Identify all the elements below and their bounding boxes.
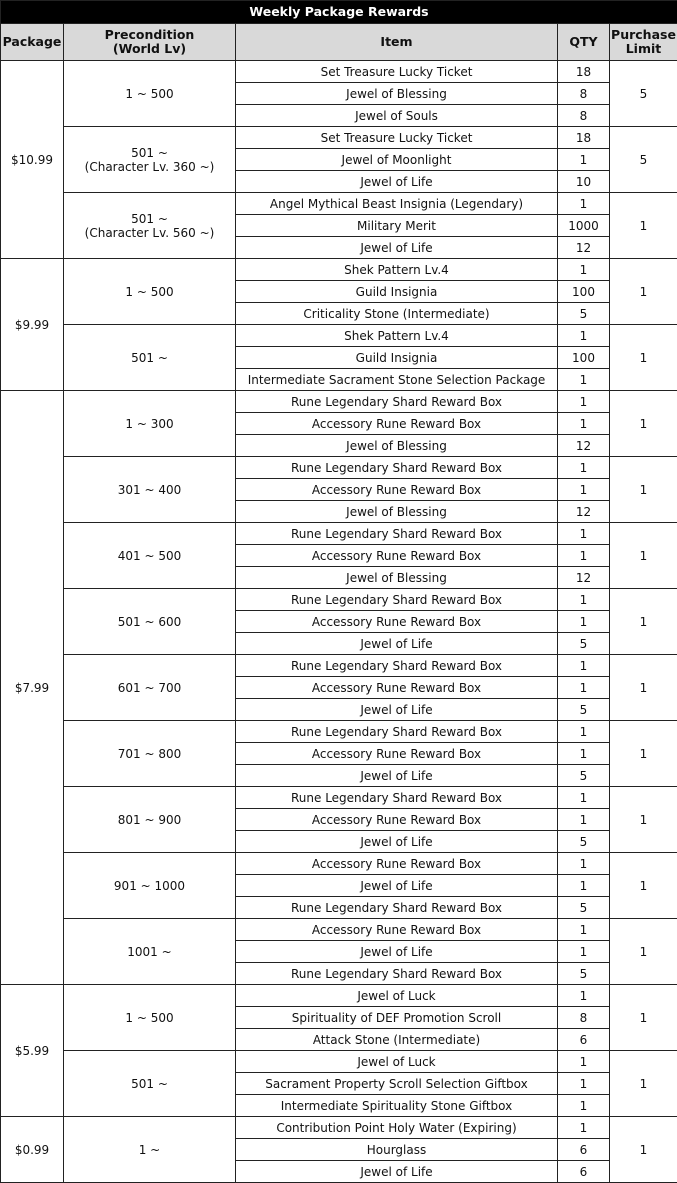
item-qty: 18 — [558, 61, 610, 83]
purchase-limit: 1 — [610, 721, 677, 787]
precondition-cell: 1 ~ — [64, 1117, 236, 1183]
item-qty: 5 — [558, 303, 610, 325]
item-qty: 1 — [558, 479, 610, 501]
item-qty: 10 — [558, 171, 610, 193]
item-name: Accessory Rune Reward Box — [236, 743, 558, 765]
table-row — [1, 61, 677, 83]
item-name: Jewel of Life — [236, 875, 558, 897]
item-qty: 1 — [558, 545, 610, 567]
item-qty: 1 — [558, 743, 610, 765]
purchase-limit: 1 — [610, 919, 677, 985]
item-name: Jewel of Blessing — [236, 435, 558, 457]
item-qty: 1 — [558, 611, 610, 633]
purchase-limit: 1 — [610, 589, 677, 655]
table-row — [1, 787, 677, 809]
item-qty: 1 — [558, 457, 610, 479]
table-row — [1, 457, 677, 479]
item-qty: 5 — [558, 897, 610, 919]
precondition-cell: 801 ~ 900 — [64, 787, 236, 853]
precondition-cell: 901 ~ 1000 — [64, 853, 236, 919]
table-row — [1, 721, 677, 743]
purchase-limit: 1 — [610, 193, 677, 259]
item-name: Jewel of Blessing — [236, 567, 558, 589]
precondition-cell: 501 ~ 600 — [64, 589, 236, 655]
item-qty: 1 — [558, 1051, 610, 1073]
item-qty: 1 — [558, 809, 610, 831]
item-name: Rune Legendary Shard Reward Box — [236, 589, 558, 611]
item-name: Rune Legendary Shard Reward Box — [236, 457, 558, 479]
precondition-cell: 401 ~ 500 — [64, 523, 236, 589]
precondition-cell: 501 ~ — [64, 1051, 236, 1117]
item-name: Accessory Rune Reward Box — [236, 479, 558, 501]
table-row — [1, 391, 677, 413]
item-name: Guild Insignia — [236, 281, 558, 303]
item-name: Accessory Rune Reward Box — [236, 809, 558, 831]
item-name: Rune Legendary Shard Reward Box — [236, 787, 558, 809]
item-name: Rune Legendary Shard Reward Box — [236, 897, 558, 919]
package-price: $7.99 — [1, 391, 64, 985]
item-qty: 8 — [558, 83, 610, 105]
precondition-cell: 1 ~ 300 — [64, 391, 236, 457]
item-qty: 12 — [558, 567, 610, 589]
table-row — [1, 985, 677, 1007]
item-qty: 1 — [558, 259, 610, 281]
item-qty: 12 — [558, 237, 610, 259]
purchase-limit: 1 — [610, 325, 677, 391]
item-name: Accessory Rune Reward Box — [236, 919, 558, 941]
item-name: Military Merit — [236, 215, 558, 237]
item-qty: 1 — [558, 193, 610, 215]
precondition-cell: 501 ~ (Character Lv. 560 ~) — [64, 193, 236, 259]
item-qty: 12 — [558, 435, 610, 457]
header-purchase-limit: Purchase Limit — [610, 24, 677, 61]
item-qty: 100 — [558, 347, 610, 369]
item-name: Angel Mythical Beast Insignia (Legendary) — [236, 193, 558, 215]
table-row — [1, 853, 677, 875]
purchase-limit: 1 — [610, 985, 677, 1051]
item-name: Spirituality of DEF Promotion Scroll — [236, 1007, 558, 1029]
item-name: Jewel of Blessing — [236, 83, 558, 105]
item-name: Jewel of Life — [236, 171, 558, 193]
item-qty: 1 — [558, 523, 610, 545]
item-qty: 18 — [558, 127, 610, 149]
item-name: Jewel of Life — [236, 633, 558, 655]
item-name: Attack Stone (Intermediate) — [236, 1029, 558, 1051]
item-qty: 5 — [558, 633, 610, 655]
item-name: Guild Insignia — [236, 347, 558, 369]
table-row — [1, 1051, 677, 1073]
item-qty: 1000 — [558, 215, 610, 237]
item-name: Criticality Stone (Intermediate) — [236, 303, 558, 325]
table-row — [1, 589, 677, 611]
precondition-cell: 1001 ~ — [64, 919, 236, 985]
package-price: $10.99 — [1, 61, 64, 259]
item-name: Rune Legendary Shard Reward Box — [236, 391, 558, 413]
item-name: Accessory Rune Reward Box — [236, 413, 558, 435]
item-qty: 1 — [558, 985, 610, 1007]
item-name: Rune Legendary Shard Reward Box — [236, 963, 558, 985]
item-qty: 1 — [558, 325, 610, 347]
item-name: Jewel of Life — [236, 699, 558, 721]
item-qty: 1 — [558, 941, 610, 963]
item-name: Jewel of Luck — [236, 1051, 558, 1073]
item-name: Accessory Rune Reward Box — [236, 853, 558, 875]
precondition-cell: 701 ~ 800 — [64, 721, 236, 787]
purchase-limit: 1 — [610, 1117, 677, 1183]
item-qty: 1 — [558, 919, 610, 941]
table-title: Weekly Package Rewards — [1, 1, 677, 24]
table-row — [1, 523, 677, 545]
item-qty: 5 — [558, 831, 610, 853]
item-qty: 1 — [558, 1073, 610, 1095]
item-qty: 6 — [558, 1161, 610, 1183]
item-qty: 8 — [558, 105, 610, 127]
table-row — [1, 259, 677, 281]
item-name: Shek Pattern Lv.4 — [236, 325, 558, 347]
item-name: Set Treasure Lucky Ticket — [236, 61, 558, 83]
item-qty: 1 — [558, 721, 610, 743]
purchase-limit: 1 — [610, 655, 677, 721]
item-name: Jewel of Life — [236, 765, 558, 787]
item-name: Contribution Point Holy Water (Expiring) — [236, 1117, 558, 1139]
item-name: Accessory Rune Reward Box — [236, 677, 558, 699]
item-qty: 1 — [558, 655, 610, 677]
purchase-limit: 1 — [610, 523, 677, 589]
item-qty: 1 — [558, 853, 610, 875]
item-name: Jewel of Luck — [236, 985, 558, 1007]
precondition-cell: 301 ~ 400 — [64, 457, 236, 523]
header-qty: QTY — [558, 24, 610, 61]
package-price: $9.99 — [1, 259, 64, 391]
table-row — [1, 1117, 677, 1139]
item-name: Intermediate Spirituality Stone Giftbox — [236, 1095, 558, 1117]
item-name: Jewel of Souls — [236, 105, 558, 127]
item-name: Set Treasure Lucky Ticket — [236, 127, 558, 149]
purchase-limit: 1 — [610, 787, 677, 853]
purchase-limit: 5 — [610, 127, 677, 193]
item-name: Shek Pattern Lv.4 — [236, 259, 558, 281]
purchase-limit: 1 — [610, 457, 677, 523]
item-qty: 1 — [558, 589, 610, 611]
item-qty: 1 — [558, 369, 610, 391]
item-name: Jewel of Moonlight — [236, 149, 558, 171]
purchase-limit: 1 — [610, 1051, 677, 1117]
item-qty: 5 — [558, 699, 610, 721]
item-name: Jewel of Life — [236, 941, 558, 963]
item-name: Jewel of Life — [236, 1161, 558, 1183]
header-precondition: Precondition (World Lv) — [64, 24, 236, 61]
item-name: Rune Legendary Shard Reward Box — [236, 655, 558, 677]
item-qty: 6 — [558, 1029, 610, 1051]
item-name: Accessory Rune Reward Box — [236, 611, 558, 633]
item-name: Intermediate Sacrament Stone Selection Package — [236, 369, 558, 391]
item-qty: 1 — [558, 413, 610, 435]
table-row — [1, 655, 677, 677]
item-qty: 1 — [558, 875, 610, 897]
item-qty: 1 — [558, 1117, 610, 1139]
header-item: Item — [236, 24, 558, 61]
table-row — [1, 127, 677, 149]
item-qty: 1 — [558, 677, 610, 699]
precondition-cell: 1 ~ 500 — [64, 985, 236, 1051]
item-qty: 1 — [558, 787, 610, 809]
package-price: $0.99 — [1, 1117, 64, 1183]
precondition-cell: 1 ~ 500 — [64, 61, 236, 127]
item-qty: 6 — [558, 1139, 610, 1161]
item-name: Sacrament Property Scroll Selection Giftbox — [236, 1073, 558, 1095]
precondition-cell: 1 ~ 500 — [64, 259, 236, 325]
item-name: Accessory Rune Reward Box — [236, 545, 558, 567]
precondition-cell: 501 ~ — [64, 325, 236, 391]
item-name: Rune Legendary Shard Reward Box — [236, 721, 558, 743]
table-row — [1, 919, 677, 941]
purchase-limit: 1 — [610, 853, 677, 919]
item-name: Rune Legendary Shard Reward Box — [236, 523, 558, 545]
precondition-cell: 501 ~ (Character Lv. 360 ~) — [64, 127, 236, 193]
item-name: Jewel of Life — [236, 237, 558, 259]
item-name: Jewel of Blessing — [236, 501, 558, 523]
item-qty: 100 — [558, 281, 610, 303]
item-name: Hourglass — [236, 1139, 558, 1161]
package-price: $5.99 — [1, 985, 64, 1117]
item-name: Jewel of Life — [236, 831, 558, 853]
item-qty: 1 — [558, 149, 610, 171]
header-package: Package — [1, 24, 64, 61]
item-qty: 1 — [558, 1095, 610, 1117]
purchase-limit: 1 — [610, 391, 677, 457]
item-qty: 12 — [558, 501, 610, 523]
precondition-cell: 601 ~ 700 — [64, 655, 236, 721]
purchase-limit: 1 — [610, 259, 677, 325]
rewards-body — [1, 61, 677, 1183]
item-qty: 5 — [558, 765, 610, 787]
item-qty: 8 — [558, 1007, 610, 1029]
table-row — [1, 193, 677, 215]
table-row — [1, 325, 677, 347]
purchase-limit: 5 — [610, 61, 677, 127]
item-qty: 5 — [558, 963, 610, 985]
item-qty: 1 — [558, 391, 610, 413]
